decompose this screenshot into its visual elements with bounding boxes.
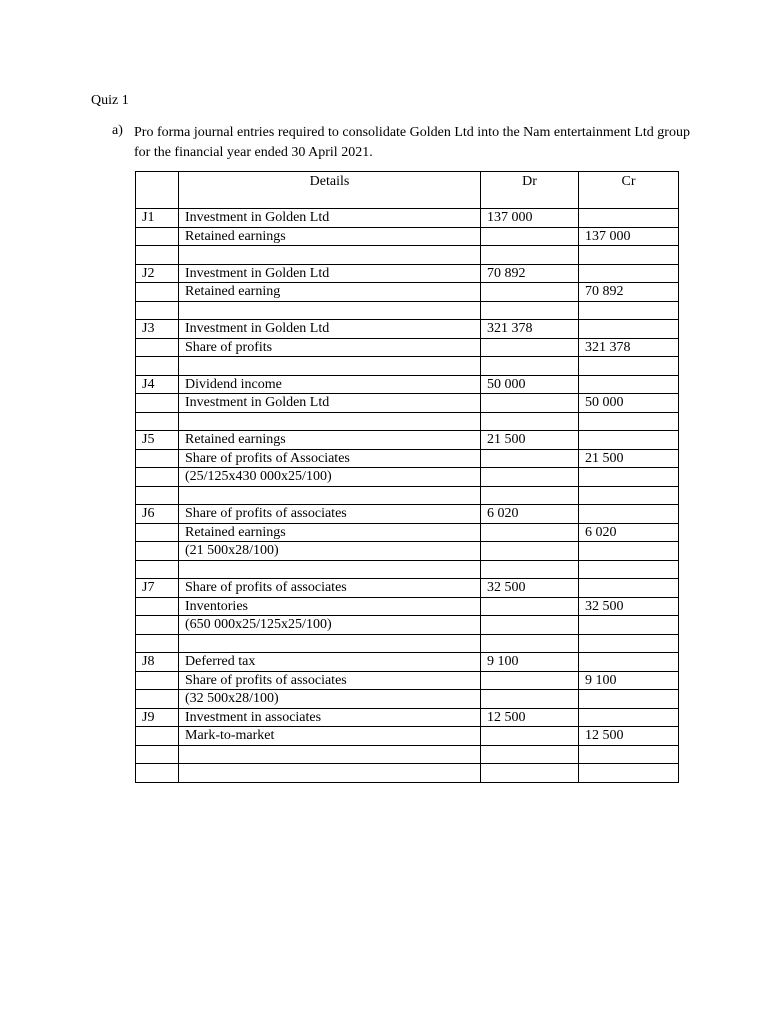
credit-cell: [579, 653, 679, 672]
details-cell: (650 000x25/125x25/100): [179, 616, 481, 635]
debit-cell: 50 000: [481, 375, 579, 394]
table-row: [136, 505, 679, 524]
entry-ref-cell: J2: [136, 264, 179, 283]
details-cell: Inventories: [179, 597, 481, 616]
table-row: [136, 542, 679, 561]
debit-cell: [481, 357, 579, 376]
credit-cell: [579, 616, 679, 635]
details-cell: Share of profits: [179, 338, 481, 357]
credit-cell: [579, 579, 679, 598]
details-cell: Investment in Golden Ltd: [179, 320, 481, 339]
entry-ref-cell: [136, 745, 179, 764]
table-header-row: [136, 172, 679, 209]
table-row: [136, 375, 679, 394]
details-cell: Investment in Golden Ltd: [179, 394, 481, 413]
credit-cell: 12 500: [579, 727, 679, 746]
credit-cell: 9 100: [579, 671, 679, 690]
debit-cell: [481, 338, 579, 357]
debit-cell: [481, 671, 579, 690]
table-row: [136, 653, 679, 672]
credit-cell: 21 500: [579, 449, 679, 468]
debit-cell: [481, 394, 579, 413]
debit-cell: [481, 246, 579, 265]
header-ref: [136, 172, 179, 209]
details-cell: (25/125x430 000x25/100): [179, 468, 481, 487]
entry-ref-cell: [136, 412, 179, 431]
table-row: [136, 634, 679, 653]
entry-ref-cell: J5: [136, 431, 179, 450]
entry-ref-cell: [136, 727, 179, 746]
table-row: [136, 727, 679, 746]
debit-cell: [481, 283, 579, 302]
credit-cell: [579, 412, 679, 431]
credit-cell: [579, 431, 679, 450]
details-cell: [179, 745, 481, 764]
credit-cell: 6 020: [579, 523, 679, 542]
table-row: [136, 486, 679, 505]
table-row: [136, 209, 679, 228]
debit-cell: 70 892: [481, 264, 579, 283]
entry-ref-cell: [136, 597, 179, 616]
details-cell: Deferred tax: [179, 653, 481, 672]
entry-ref-cell: [136, 764, 179, 783]
credit-cell: [579, 542, 679, 561]
debit-cell: [481, 690, 579, 709]
details-cell: Investment in Golden Ltd: [179, 264, 481, 283]
debit-cell: 321 378: [481, 320, 579, 339]
details-cell: Investment in Golden Ltd: [179, 209, 481, 228]
credit-cell: [579, 375, 679, 394]
debit-cell: [481, 542, 579, 561]
credit-cell: [579, 708, 679, 727]
details-cell: [179, 764, 481, 783]
credit-cell: [579, 246, 679, 265]
credit-cell: [579, 209, 679, 228]
table-row: [136, 264, 679, 283]
credit-cell: [579, 634, 679, 653]
entry-ref-cell: [136, 542, 179, 561]
debit-cell: [481, 468, 579, 487]
table-row: [136, 301, 679, 320]
credit-cell: [579, 764, 679, 783]
credit-cell: [579, 357, 679, 376]
entry-ref-cell: [136, 246, 179, 265]
details-cell: Share of profits of Associates: [179, 449, 481, 468]
entry-ref-cell: J4: [136, 375, 179, 394]
debit-cell: [481, 597, 579, 616]
details-cell: [179, 246, 481, 265]
entry-ref-cell: [136, 523, 179, 542]
entry-ref-cell: J1: [136, 209, 179, 228]
debit-cell: [481, 486, 579, 505]
details-cell: Share of profits of associates: [179, 505, 481, 524]
table-row: [136, 394, 679, 413]
table-row: [136, 357, 679, 376]
credit-cell: [579, 745, 679, 764]
table-row: [136, 579, 679, 598]
table-row: [136, 764, 679, 783]
details-cell: Investment in associates: [179, 708, 481, 727]
credit-cell: 32 500: [579, 597, 679, 616]
table-row: [136, 523, 679, 542]
entry-ref-cell: [136, 560, 179, 579]
debit-cell: 12 500: [481, 708, 579, 727]
credit-cell: 70 892: [579, 283, 679, 302]
debit-cell: [481, 560, 579, 579]
table-row: [136, 690, 679, 709]
entry-ref-cell: J8: [136, 653, 179, 672]
table-row: [136, 745, 679, 764]
details-cell: Retained earnings: [179, 431, 481, 450]
entry-ref-cell: [136, 227, 179, 246]
table-row: [136, 597, 679, 616]
entry-ref-cell: [136, 394, 179, 413]
details-cell: [179, 486, 481, 505]
table-row: [136, 468, 679, 487]
credit-cell: [579, 320, 679, 339]
entry-ref-cell: J3: [136, 320, 179, 339]
debit-cell: [481, 616, 579, 635]
entry-ref-cell: J9: [136, 708, 179, 727]
entry-ref-cell: [136, 301, 179, 320]
credit-cell: 321 378: [579, 338, 679, 357]
debit-cell: [481, 449, 579, 468]
table-row: [136, 227, 679, 246]
details-cell: (21 500x28/100): [179, 542, 481, 561]
table-row: [136, 708, 679, 727]
debit-cell: 21 500: [481, 431, 579, 450]
table-row: [136, 616, 679, 635]
details-cell: Share of profits of associates: [179, 579, 481, 598]
credit-cell: 50 000: [579, 394, 679, 413]
table-row: [136, 671, 679, 690]
entry-ref-cell: [136, 283, 179, 302]
table-row: [136, 338, 679, 357]
entry-ref-cell: [136, 671, 179, 690]
credit-cell: 137 000: [579, 227, 679, 246]
entry-ref-cell: [136, 486, 179, 505]
table-row: [136, 560, 679, 579]
table-row: [136, 246, 679, 265]
entry-ref-cell: [136, 357, 179, 376]
details-cell: [179, 357, 481, 376]
table-row: [136, 412, 679, 431]
credit-cell: [579, 505, 679, 524]
credit-cell: [579, 264, 679, 283]
page-title: Quiz 1: [91, 93, 129, 108]
credit-cell: [579, 690, 679, 709]
debit-cell: 9 100: [481, 653, 579, 672]
details-cell: Mark-to-market: [179, 727, 481, 746]
entry-ref-cell: [136, 338, 179, 357]
header-details: Details: [179, 172, 481, 209]
credit-cell: [579, 301, 679, 320]
debit-cell: [481, 634, 579, 653]
header-dr: Dr: [481, 172, 579, 209]
debit-cell: [481, 727, 579, 746]
entry-ref-cell: [136, 690, 179, 709]
details-cell: Share of profits of associates: [179, 671, 481, 690]
question-text: Pro forma journal entries required to consolidate Golden Ltd into the Nam entertainment Ltd group for the financial year ended 30 April 2021.: [134, 125, 690, 160]
debit-cell: [481, 227, 579, 246]
details-cell: [179, 560, 481, 579]
credit-cell: [579, 560, 679, 579]
details-cell: Dividend income: [179, 375, 481, 394]
entry-ref-cell: [136, 468, 179, 487]
question-marker: a): [112, 123, 123, 138]
credit-cell: [579, 468, 679, 487]
details-cell: Retained earning: [179, 283, 481, 302]
table-row: [136, 283, 679, 302]
debit-cell: 32 500: [481, 579, 579, 598]
debit-cell: [481, 523, 579, 542]
entry-ref-cell: [136, 634, 179, 653]
details-cell: [179, 634, 481, 653]
table-row: [136, 320, 679, 339]
credit-cell: [579, 486, 679, 505]
details-cell: [179, 412, 481, 431]
details-cell: Retained earnings: [179, 523, 481, 542]
table-row: [136, 431, 679, 450]
entry-ref-cell: J6: [136, 505, 179, 524]
debit-cell: [481, 301, 579, 320]
entry-ref-cell: [136, 616, 179, 635]
debit-cell: [481, 764, 579, 783]
journal-table: [135, 171, 679, 783]
entry-ref-cell: J7: [136, 579, 179, 598]
details-cell: [179, 301, 481, 320]
debit-cell: [481, 412, 579, 431]
details-cell: Retained earnings: [179, 227, 481, 246]
debit-cell: 6 020: [481, 505, 579, 524]
debit-cell: [481, 745, 579, 764]
table-row: [136, 449, 679, 468]
entry-ref-cell: [136, 449, 179, 468]
header-cr: Cr: [579, 172, 679, 209]
details-cell: (32 500x28/100): [179, 690, 481, 709]
debit-cell: 137 000: [481, 209, 579, 228]
